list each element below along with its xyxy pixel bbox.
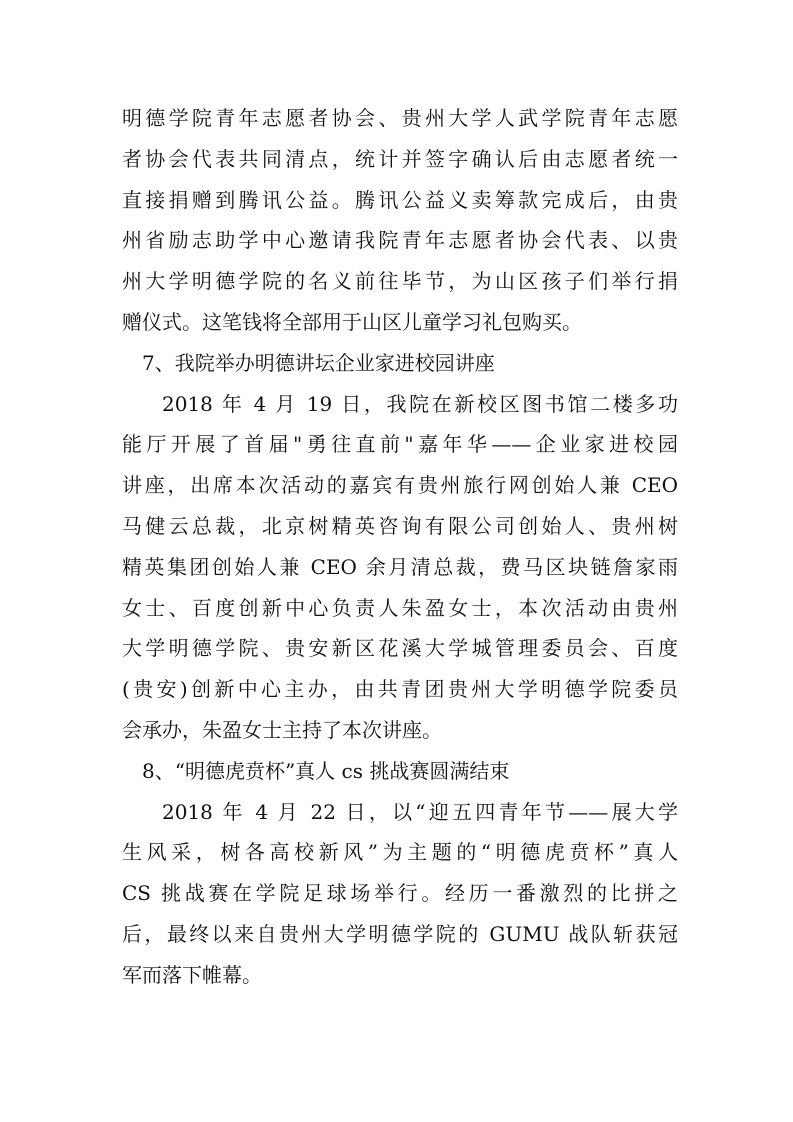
text-line: 赠仪式。这笔钱将全部用于山区儿童学习礼包购买。: [122, 309, 582, 334]
text-line: 生风采，树各高校新风”为主题的“明德虎贲杯”真人: [122, 840, 678, 865]
text-line: 大学明德学院、贵安新区花溪大学城管理委员会、百度: [122, 636, 678, 661]
section-heading-7: 7、我院举办明德讲坛企业家进校园讲座: [142, 350, 495, 375]
text-line: 女士、百度创新中心负责人朱盈女士，本次活动由贵州: [122, 595, 678, 620]
text-line: 后，最终以来自贵州大学明德学院的 GUMU 战队斩获冠: [122, 921, 678, 946]
text-line: 者协会代表共同清点，统计并签字确认后由志愿者统一: [122, 146, 678, 171]
text-line: 马健云总裁，北京树精英咨询有限公司创始人、贵州树: [122, 513, 678, 538]
text-line: 能厅开展了首届"勇往直前"嘉年华——企业家进校园: [122, 432, 678, 457]
text-line: 2018 年 4 月 19 日，我院在新校区图书馆二楼多功: [162, 391, 678, 416]
document-body: [122, 98, 678, 996]
text-line: 讲座，出席本次活动的嘉宾有贵州旅行网创始人兼 CEO: [122, 473, 678, 498]
text-line: 州大学明德学院的名义前往毕节，为山区孩子们举行捐: [122, 269, 678, 294]
text-line: 明德学院青年志愿者协会、贵州大学人武学院青年志愿: [122, 106, 678, 130]
text-line: 州省励志助学中心邀请我院青年志愿者协会代表、以贵: [122, 228, 678, 253]
text-line: 直接捐赠到腾讯公益。腾讯公益义卖筹款完成后，由贵: [122, 187, 678, 212]
text-line: 会承办，朱盈女士主持了本次讲座。: [122, 717, 442, 742]
text-line: 精英集团创始人兼 CEO 余月清总裁，费马区块链詹家雨: [122, 554, 678, 579]
section-heading-8: 8、“明德虎贲杯”真人 cs 挑战赛圆满结束: [142, 758, 510, 783]
text-line: (贵安)创新中心主办，由共青团贵州大学明德学院委员: [122, 677, 678, 702]
text-line: 2018 年 4 月 22 日，以“迎五四青年节——展大学: [162, 799, 678, 824]
text-line: CS 挑战赛在学院足球场举行。经历一番激烈的比拼之: [122, 881, 678, 906]
text-line: 军而落下帷幕。: [122, 962, 262, 987]
